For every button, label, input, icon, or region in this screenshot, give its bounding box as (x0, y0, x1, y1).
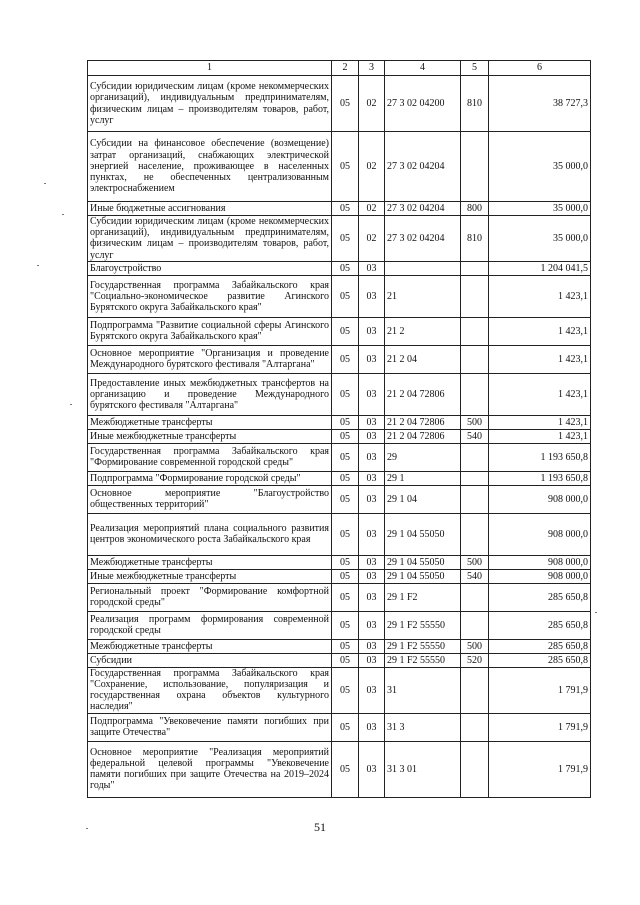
table-row (88, 741, 591, 797)
row-name-cell: Предоставление иных межбюджетных трансфертов на организацию и проведение Международного бурятского фестиваля "Алтаргана" (88, 373, 332, 415)
column-header: 6 (489, 61, 591, 76)
table-row (88, 443, 591, 471)
row-name-cell: Субсидии (88, 653, 332, 667)
target-article-cell: 21 2 (385, 317, 461, 345)
table-row (88, 667, 591, 713)
section-cell: 05 (332, 132, 359, 202)
expense-type-cell: 540 (461, 429, 489, 443)
target-article-cell: 29 1 F2 55550 (385, 653, 461, 667)
target-article-cell (385, 261, 461, 275)
scan-speck (37, 265, 39, 266)
target-article-cell: 21 2 04 72806 (385, 415, 461, 429)
budget-table (87, 60, 591, 798)
target-article-cell: 29 1 F2 (385, 583, 461, 611)
section-cell: 05 (332, 653, 359, 667)
table-row (88, 132, 591, 202)
subsection-cell: 03 (359, 485, 385, 513)
table-row (88, 471, 591, 485)
target-article-cell: 29 1 04 55050 (385, 513, 461, 555)
amount-cell: 908 000,0 (489, 485, 591, 513)
target-article-cell: 31 3 (385, 713, 461, 741)
expense-type-cell (461, 373, 489, 415)
amount-cell: 285 650,8 (489, 653, 591, 667)
subsection-cell: 03 (359, 741, 385, 797)
expense-type-cell (461, 741, 489, 797)
expense-type-cell (461, 471, 489, 485)
target-article-cell: 21 2 04 72806 (385, 429, 461, 443)
section-cell: 05 (332, 429, 359, 443)
column-header: 5 (461, 61, 489, 76)
target-article-cell: 21 2 04 72806 (385, 373, 461, 415)
section-cell: 05 (332, 202, 359, 216)
expense-type-cell (461, 513, 489, 555)
expense-type-cell: 800 (461, 202, 489, 216)
subsection-cell: 03 (359, 639, 385, 653)
amount-cell: 1 193 650,8 (489, 443, 591, 471)
section-cell: 05 (332, 569, 359, 583)
table-row (88, 373, 591, 415)
subsection-cell: 03 (359, 317, 385, 345)
target-article-cell: 27 3 02 04204 (385, 202, 461, 216)
row-name-cell: Основное мероприятие "Реализация мероприятий федеральной целевой программы "Увековечение памяти погибших при защите Отечества на 2019–2024 годы" (88, 741, 332, 797)
subsection-cell: 03 (359, 443, 385, 471)
expense-type-cell (461, 345, 489, 373)
section-cell: 05 (332, 713, 359, 741)
row-name-cell: Государственная программа Забайкальского края "Сохранение, использование, популяризация и государственная охрана объектов культурного наследия" (88, 667, 332, 713)
row-name-cell: Региональный проект "Формирование комфортной городской среды" (88, 583, 332, 611)
row-name-cell: Подпрограмма "Формирование городской среды" (88, 471, 332, 485)
subsection-cell: 03 (359, 471, 385, 485)
row-name-cell: Субсидии юридическим лицам (кроме некоммерческих организаций), индивидуальным предпринимателям, физическим лицам – производителям товаров, работ, услуг (88, 76, 332, 132)
expense-type-cell: 810 (461, 216, 489, 262)
expense-type-cell: 500 (461, 415, 489, 429)
row-name-cell: Основное мероприятие "Организация и проведение Международного бурятского фестиваля "Алтаргана" (88, 345, 332, 373)
amount-cell: 908 000,0 (489, 513, 591, 555)
section-cell: 05 (332, 415, 359, 429)
target-article-cell: 29 1 04 55050 (385, 555, 461, 569)
section-cell: 05 (332, 667, 359, 713)
amount-cell: 35 000,0 (489, 202, 591, 216)
subsection-cell: 02 (359, 216, 385, 262)
row-name-cell: Иные межбюджетные трансферты (88, 429, 332, 443)
expense-type-cell (461, 667, 489, 713)
target-article-cell: 31 (385, 667, 461, 713)
row-name-cell: Подпрограмма "Развитие социальной сферы Агинского Бурятского округа Забайкальского края" (88, 317, 332, 345)
subsection-cell: 03 (359, 667, 385, 713)
subsection-cell: 02 (359, 76, 385, 132)
scan-speck (595, 612, 597, 613)
section-cell: 05 (332, 513, 359, 555)
section-cell: 05 (332, 741, 359, 797)
table-row (88, 76, 591, 132)
subsection-cell: 03 (359, 611, 385, 639)
scan-speck (86, 828, 88, 829)
expense-type-cell: 540 (461, 569, 489, 583)
table-row (88, 275, 591, 317)
scan-speck (62, 214, 64, 215)
table-row (88, 202, 591, 216)
row-name-cell: Межбюджетные трансферты (88, 639, 332, 653)
target-article-cell: 29 1 F2 55550 (385, 639, 461, 653)
section-cell: 05 (332, 76, 359, 132)
row-name-cell: Иные бюджетные ассигнования (88, 202, 332, 216)
table-row (88, 513, 591, 555)
target-article-cell: 29 1 04 (385, 485, 461, 513)
expense-type-cell: 810 (461, 76, 489, 132)
table-row (88, 415, 591, 429)
row-name-cell: Государственная программа Забайкальского края "Социально-экономическое развитие Агинского Бурятского округа Забайкальского края" (88, 275, 332, 317)
table-row (88, 317, 591, 345)
table-row (88, 485, 591, 513)
row-name-cell: Основное мероприятие "Благоустройство общественных территорий" (88, 485, 332, 513)
target-article-cell: 29 1 F2 55550 (385, 611, 461, 639)
row-name-cell: Благоустройство (88, 261, 332, 275)
expense-type-cell (461, 611, 489, 639)
table-header-row (88, 61, 591, 76)
row-name-cell: Иные межбюджетные трансферты (88, 569, 332, 583)
row-name-cell: Подпрограмма "Увековечение памяти погибших при защите Отечества" (88, 713, 332, 741)
subsection-cell: 03 (359, 653, 385, 667)
target-article-cell: 21 2 04 (385, 345, 461, 373)
expense-type-cell (461, 275, 489, 317)
amount-cell: 1 791,9 (489, 741, 591, 797)
amount-cell: 908 000,0 (489, 555, 591, 569)
table-row (88, 611, 591, 639)
amount-cell: 35 000,0 (489, 132, 591, 202)
expense-type-cell (461, 713, 489, 741)
section-cell: 05 (332, 345, 359, 373)
amount-cell: 1 791,9 (489, 713, 591, 741)
amount-cell: 35 000,0 (489, 216, 591, 262)
amount-cell: 1 423,1 (489, 429, 591, 443)
expense-type-cell (461, 443, 489, 471)
subsection-cell: 03 (359, 373, 385, 415)
expense-type-cell (461, 317, 489, 345)
amount-cell: 38 727,3 (489, 76, 591, 132)
amount-cell: 1 204 041,5 (489, 261, 591, 275)
table-row (88, 216, 591, 262)
scan-speck (44, 183, 46, 184)
column-header: 3 (359, 61, 385, 76)
subsection-cell: 03 (359, 429, 385, 443)
table-row (88, 639, 591, 653)
page-number: 51 (314, 820, 326, 834)
subsection-cell: 03 (359, 713, 385, 741)
subsection-cell: 03 (359, 345, 385, 373)
section-cell: 05 (332, 471, 359, 485)
table-row (88, 261, 591, 275)
amount-cell: 1 423,1 (489, 275, 591, 317)
expense-type-cell (461, 261, 489, 275)
amount-cell: 1 193 650,8 (489, 471, 591, 485)
expense-type-cell: 500 (461, 555, 489, 569)
target-article-cell: 31 3 01 (385, 741, 461, 797)
row-name-cell: Государственная программа Забайкальского края "Формирование современной городской среды" (88, 443, 332, 471)
section-cell: 05 (332, 216, 359, 262)
section-cell: 05 (332, 583, 359, 611)
section-cell: 05 (332, 611, 359, 639)
column-header: 4 (385, 61, 461, 76)
row-name-cell: Реализация программ формирования современной городской среды (88, 611, 332, 639)
subsection-cell: 03 (359, 415, 385, 429)
amount-cell: 285 650,8 (489, 611, 591, 639)
row-name-cell: Межбюджетные трансферты (88, 555, 332, 569)
table-row (88, 583, 591, 611)
expense-type-cell: 500 (461, 639, 489, 653)
subsection-cell: 02 (359, 132, 385, 202)
expense-type-cell (461, 132, 489, 202)
table-row (88, 555, 591, 569)
row-name-cell: Реализация мероприятий плана социального развития центров экономического роста Забайкальского края (88, 513, 332, 555)
expense-type-cell: 520 (461, 653, 489, 667)
section-cell: 05 (332, 443, 359, 471)
column-header: 1 (88, 61, 332, 76)
table-row (88, 429, 591, 443)
target-article-cell: 27 3 02 04204 (385, 132, 461, 202)
row-name-cell: Межбюджетные трансферты (88, 415, 332, 429)
expense-type-cell (461, 485, 489, 513)
subsection-cell: 03 (359, 569, 385, 583)
scan-speck (70, 404, 72, 405)
table-row (88, 569, 591, 583)
subsection-cell: 02 (359, 202, 385, 216)
target-article-cell: 27 3 02 04200 (385, 76, 461, 132)
amount-cell: 1 423,1 (489, 373, 591, 415)
section-cell: 05 (332, 373, 359, 415)
expense-type-cell (461, 583, 489, 611)
subsection-cell: 03 (359, 555, 385, 569)
target-article-cell: 29 1 04 55050 (385, 569, 461, 583)
subsection-cell: 03 (359, 583, 385, 611)
table-row (88, 713, 591, 741)
section-cell: 05 (332, 555, 359, 569)
subsection-cell: 03 (359, 275, 385, 317)
table-row (88, 345, 591, 373)
amount-cell: 285 650,8 (489, 639, 591, 653)
amount-cell: 1 423,1 (489, 345, 591, 373)
target-article-cell: 29 1 (385, 471, 461, 485)
amount-cell: 1 423,1 (489, 415, 591, 429)
row-name-cell: Субсидии юридическим лицам (кроме некоммерческих организаций), индивидуальным предпринимателям, физическим лицам – производителям товаров, работ, услуг (88, 216, 332, 262)
amount-cell: 908 000,0 (489, 569, 591, 583)
amount-cell: 1 791,9 (489, 667, 591, 713)
section-cell: 05 (332, 275, 359, 317)
target-article-cell: 29 (385, 443, 461, 471)
section-cell: 05 (332, 639, 359, 653)
amount-cell: 1 423,1 (489, 317, 591, 345)
target-article-cell: 21 (385, 275, 461, 317)
column-header: 2 (332, 61, 359, 76)
amount-cell: 285 650,8 (489, 583, 591, 611)
subsection-cell: 03 (359, 261, 385, 275)
table-row (88, 653, 591, 667)
row-name-cell: Субсидии на финансовое обеспечение (возмещение) затрат организаций, снабжающих электрической энергией население, проживающее в населенных пунктах, не обеспеченных централизованным электроснабжением (88, 132, 332, 202)
target-article-cell: 27 3 02 04204 (385, 216, 461, 262)
section-cell: 05 (332, 261, 359, 275)
subsection-cell: 03 (359, 513, 385, 555)
section-cell: 05 (332, 485, 359, 513)
section-cell: 05 (332, 317, 359, 345)
